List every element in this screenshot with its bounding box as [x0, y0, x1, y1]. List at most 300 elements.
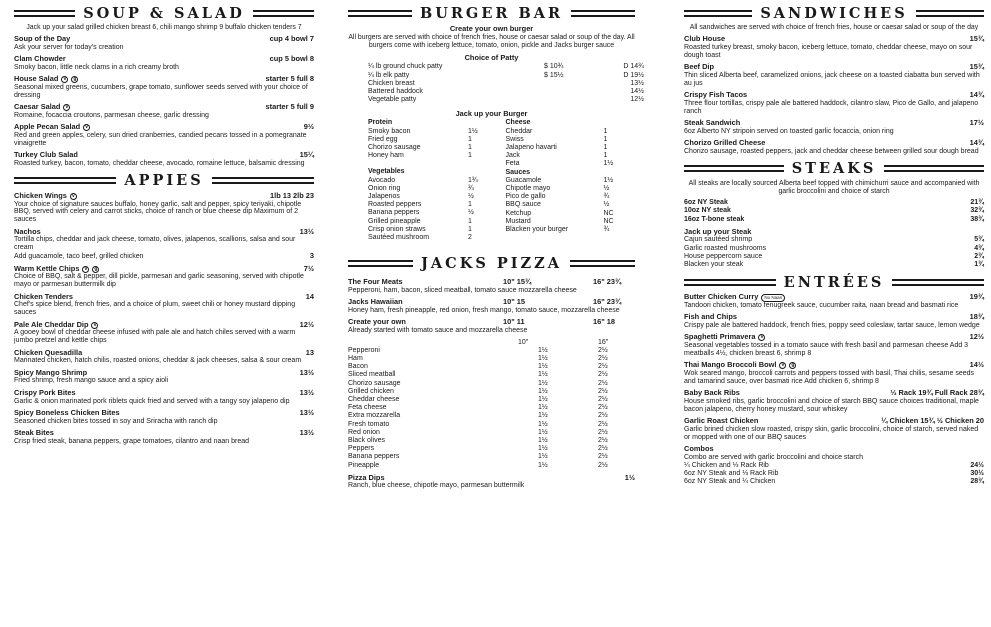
menu-item — [14, 55, 314, 72]
menu-item — [14, 429, 314, 446]
jack-steak-table — [684, 236, 984, 269]
section-header — [14, 4, 314, 22]
item-price: 15¾ — [969, 62, 984, 72]
menu-item — [14, 369, 314, 386]
item-desc: Choice of BBQ, salt & pepper, dill pickle, parmesan and garlic seasoning, served with chipotle mayo or parmesan buttermilk dip — [14, 273, 304, 289]
item-desc: Ask your server for today's creation — [14, 43, 124, 51]
protein-value: 1 — [468, 152, 472, 160]
topping-value: 2½ — [598, 387, 608, 395]
item-name: Warm Kettle Chips — [14, 263, 80, 273]
steak-addon-label: Garlic roasted mushrooms — [684, 244, 767, 252]
item-name: Apple Pecan Salad — [14, 122, 81, 132]
patty-value — [544, 80, 604, 88]
combo-label: ¼ Chicken and ⅓ Rack Rib — [684, 461, 769, 469]
topping-value: 1½ — [538, 387, 548, 395]
section-header — [348, 4, 635, 22]
section-header — [684, 273, 984, 291]
menu-item — [684, 333, 984, 357]
item-name: Club House — [684, 34, 726, 44]
item-desc: Thin sliced Alberta beef, caramelized onions, jack cheese on a toasted ciabatta bun served with au jus — [684, 71, 980, 87]
topping-value: 2½ — [598, 445, 608, 453]
topping-label: Black olives — [348, 436, 385, 444]
item-name-wrap — [684, 63, 714, 72]
patty-value: 13½ — [630, 79, 644, 87]
item-name-wrap — [14, 321, 98, 330]
menu-item — [684, 417, 984, 441]
steak-label: 16oz T-bone steak — [684, 215, 745, 223]
item-price: 9½ — [303, 122, 314, 132]
steak-addon-value: 4¾ — [974, 244, 984, 252]
item-price: 14 — [305, 291, 314, 301]
item-name: Crispy Fish Tacos — [684, 90, 748, 100]
item-price: 12½ — [299, 319, 314, 329]
cheese-label: Jack — [505, 152, 520, 160]
topping-label: Banana peppers — [348, 453, 400, 461]
menu-item — [14, 151, 314, 168]
sauce-value: ½ — [603, 185, 610, 193]
item-desc: Your choice of signature sauces buffalo, honey garlic, salt and pepper, spicy teriyaki, chipotle BBQ, served with celery and carrot sticks, choice of ranch or blue cheese dip Maximum of 2 sauces — [14, 200, 302, 224]
item-desc: Tandoori chicken, tomato fenugreek sauce, cucumber raita, naan bread and basmati rice — [684, 301, 959, 309]
item-name-wrap — [14, 293, 73, 302]
protein-value: 1 — [468, 144, 472, 152]
item-price: 18¾ — [969, 312, 984, 322]
item-row — [14, 321, 314, 330]
item-desc: Ranch, blue cheese, chipotle mayo, parmesan buttermilk — [348, 482, 525, 490]
topping-value: 1½ — [538, 453, 548, 461]
cheese-value: 1 — [603, 127, 608, 135]
vegetarian-icon: v — [779, 362, 786, 369]
steak-addon-label: House peppercorn sauce — [684, 252, 763, 260]
sauce-value: NC — [603, 217, 614, 225]
item-desc: Chef's spice blend, french fries, and a choice of plum, sweet chili or honey mustard dipping sauces — [14, 301, 296, 317]
topping-16-heading: 16" — [598, 338, 609, 346]
item-name: Garlic Roast Chicken — [684, 416, 759, 426]
item-row — [14, 389, 314, 398]
topping-10-heading: 10" — [518, 338, 529, 346]
topping-table — [348, 347, 635, 470]
section-header — [14, 172, 314, 190]
item-desc: Combo are served with garlic broccolini and choice starch — [684, 454, 863, 461]
item-row — [14, 151, 314, 160]
item-name: Spicy Mango Shrimp — [14, 367, 88, 377]
menu-item — [14, 192, 314, 224]
topping-label: Red onion — [348, 428, 380, 436]
menu-item — [684, 389, 984, 413]
burger-section — [348, 4, 644, 242]
vegetable-value: 2 — [468, 234, 472, 242]
menu-item — [348, 298, 635, 315]
protein-label: Chorizo sausage — [368, 144, 421, 152]
topping-value: 1½ — [538, 445, 548, 453]
patty-label: Chicken breast — [368, 79, 415, 87]
menu-item — [14, 349, 314, 366]
jack-steak-title: Jack up your Steak — [684, 226, 752, 236]
pizza-dips — [348, 474, 635, 491]
menu-item — [14, 103, 314, 120]
steak-addon-label: Blacken your steak — [684, 261, 744, 269]
topping-value: 1½ — [538, 420, 548, 428]
topping-label: Pineapple — [348, 461, 380, 469]
item-name: Chorizo Grilled Cheese — [684, 138, 766, 148]
steak-addon-value: 5¾ — [974, 236, 984, 244]
topping-value: 2½ — [598, 346, 608, 354]
item-row — [684, 91, 984, 100]
topping-label: Cheddar cheese — [348, 395, 400, 403]
topping-label: Peppers — [348, 445, 375, 453]
jackup-title: Jack up your Burger — [455, 109, 528, 119]
item-price: 13½ — [299, 226, 314, 236]
item-name: Nachos — [14, 226, 41, 236]
menu-item — [348, 318, 635, 335]
topping-value: 2½ — [598, 354, 608, 362]
item-name: Combos — [684, 444, 714, 454]
menu-item — [684, 293, 984, 310]
item-row — [684, 333, 984, 342]
section-intro: Jack up your salad grilled chicken breast 6, chili mango shrimp 9 buffalo chicken tenders 7 — [26, 24, 302, 31]
item-row — [14, 75, 314, 84]
vegetable-value: ½ — [468, 209, 474, 217]
patty-label: ¼ lb elk patty — [368, 71, 410, 79]
vegetarian-icon: v — [82, 266, 89, 273]
item-desc: 6oz Alberto NY stripoin served on toasted garlic focaccia, onion ring — [684, 127, 894, 135]
item-name: Create your own — [348, 317, 406, 327]
item-desc: Red and green apples, celery, sun dried cranberries, candied pecans tossed in a pomegranate vinaigrette — [14, 132, 307, 147]
item-price: 19¾ — [969, 292, 984, 302]
price-16: 16" 23¾ — [593, 277, 622, 287]
cheese-label: Cheddar — [505, 127, 533, 135]
vegetarian-icon: v — [70, 193, 77, 200]
sauce-value: 1½ — [603, 176, 614, 184]
patty-value: D 14¾ — [623, 63, 644, 71]
vegetable-label: Avocado — [368, 176, 396, 184]
item-row — [14, 265, 314, 274]
vegetable-label: Onion ring — [368, 184, 401, 192]
item-desc: Honey ham, fresh pineapple, red onion, fresh mango, tomato sauce, mozzarella cheese — [348, 306, 620, 314]
price-16: 16" 18 — [593, 317, 615, 327]
vegetable-value: 1 — [468, 201, 472, 209]
combo-label: 6oz NY Steak and ¼ Chicken — [684, 478, 776, 486]
pizza-section — [348, 254, 635, 490]
cheese-table — [505, 128, 635, 169]
section-header — [348, 254, 635, 272]
item-name: Steak Bites — [14, 428, 54, 438]
item-name-wrap — [348, 318, 406, 327]
item-row — [14, 103, 314, 112]
item-name: Pizza Dips — [348, 472, 385, 482]
patty-value — [544, 88, 604, 96]
price-10: 10" 15¾ — [503, 277, 532, 287]
menu-item — [684, 91, 984, 115]
menu-item — [348, 278, 635, 295]
item-prices — [503, 278, 635, 287]
item-row — [684, 139, 984, 148]
vegetarian-icon: v — [61, 76, 68, 83]
item-row — [684, 293, 984, 302]
item-name-wrap — [684, 361, 796, 370]
cheese-value: 1 — [603, 152, 608, 160]
patty-value: 12½ — [630, 96, 644, 104]
item-name-wrap — [684, 293, 785, 302]
section-title: JACKS PIZZA — [421, 254, 562, 272]
topping-label: Chorizo sausage — [348, 379, 401, 387]
item-name: Chicken Tenders — [14, 291, 74, 301]
item-name-wrap — [14, 228, 41, 237]
combo-table — [684, 462, 984, 487]
combos — [684, 445, 984, 486]
item-name-wrap — [684, 139, 765, 148]
price-10: 10" 11 — [503, 317, 525, 327]
item-price: 13 — [305, 347, 314, 357]
cheese-heading: Cheese — [505, 119, 531, 127]
item-desc: Already started with tomato sauce and mozzarella cheese — [348, 327, 528, 335]
item-name-wrap — [14, 75, 78, 84]
vegetable-label: Sautéed mushroom — [368, 234, 430, 242]
item-price: starter 5 full 9 — [265, 102, 314, 112]
item-row — [14, 35, 314, 44]
appies-items — [14, 192, 314, 446]
menu-item — [684, 313, 984, 330]
item-row — [14, 349, 314, 358]
sauce-value: NC — [603, 209, 614, 217]
topping-value: 1½ — [538, 354, 548, 362]
vegetable-label: Roasted peppers — [368, 201, 422, 209]
item-name-wrap — [14, 409, 120, 418]
section-title: SOUP & SALAD — [83, 4, 245, 22]
sandwiches-section — [684, 4, 984, 156]
sauce-value: ¾ — [603, 226, 610, 234]
section-header — [684, 4, 984, 22]
topping-value: 1½ — [538, 461, 548, 469]
topping-label: Grilled chicken — [348, 387, 394, 395]
menu-item — [684, 35, 984, 59]
vegetables-heading: Vegetables — [368, 168, 405, 176]
cheese-label: Feta — [505, 160, 520, 168]
item-row — [14, 409, 314, 418]
item-name: Beef Dip — [684, 62, 714, 72]
item-row — [348, 318, 635, 327]
item-price: 14¾ — [969, 138, 984, 148]
vegetable-label: Crisp onion straws — [368, 225, 426, 233]
topping-value: 2½ — [598, 436, 608, 444]
entrees-section — [684, 273, 984, 486]
topping-label: Fresh tomato — [348, 420, 390, 428]
item-name: The Four Meats — [348, 277, 403, 287]
price-10: 10" 15 — [503, 297, 525, 307]
steak-items — [684, 199, 984, 224]
protein-label: Fried egg — [368, 135, 398, 143]
appies-section — [14, 172, 314, 446]
vegetable-value: ½ — [468, 193, 474, 201]
item-price: ¼ Chicken 15¾ ½ Chicken 20 — [881, 416, 984, 426]
item-extra: Add guacamole, taco beef, grilled chicken — [14, 253, 144, 261]
item-price: 17½ — [969, 118, 984, 128]
topping-label: Pepperoni — [348, 346, 380, 354]
menu-item — [684, 139, 984, 156]
menu-item — [684, 361, 984, 385]
item-price: 7½ — [303, 263, 314, 273]
vegetarian-icon: v — [83, 124, 90, 131]
item-desc: Crisp fried steak, banana peppers, grape tomatoes, cilantro and naan bread — [14, 437, 250, 445]
item-desc: Smoky bacon, little neck clams in a rich creamy broth — [14, 63, 179, 71]
menu-item — [684, 119, 984, 136]
vegetarian-icon: v — [63, 104, 70, 111]
item-name-wrap — [684, 119, 740, 128]
item-desc: Seasonal mixed greens, cucumbers, grape tomato, sunflower seeds served with your choice of dressing — [14, 83, 308, 99]
item-row — [684, 389, 984, 398]
gluten-free-icon: g — [73, 76, 77, 83]
item-price: 15¼ — [299, 150, 314, 160]
sauce-label: BBQ sauce — [505, 201, 541, 209]
item-desc: Garlic & onion marinated pork riblets quick fried and served with a tangy soy jalapeno dip — [14, 397, 290, 405]
item-name: Fish and Chips — [684, 312, 737, 322]
topping-value: 2½ — [598, 428, 608, 436]
item-name-wrap — [684, 417, 758, 426]
item-name-wrap — [14, 103, 70, 112]
item-price: 1lb 13 2lb 23 — [270, 190, 314, 200]
patty-value: $ 10¾ — [544, 63, 564, 71]
section-title: BURGER BAR — [419, 4, 564, 22]
item-desc: Marinated chicken, hatch chilis, roasted onions, cheddar & jack cheeses, salsa & sour cream — [14, 357, 302, 365]
item-row — [14, 293, 314, 302]
item-desc: Garlic brined chicken slow roasted, crispy skin, garlic broccolini, choice of starch, served naked or mopped with one of our BBQ sauces — [684, 426, 979, 441]
item-price: cup 4 bowl 7 — [269, 34, 314, 44]
cheese-value: 1 — [603, 144, 608, 152]
menu-item — [14, 293, 314, 317]
item-name-wrap — [684, 333, 765, 342]
topping-value: 2½ — [598, 363, 608, 371]
item-desc: Tortilla chips, cheddar and jack cheese, tomato, olives, jalapenos, scallions, salsa and sour cream — [14, 236, 296, 252]
sauce-label: Blacken your burger — [505, 226, 569, 234]
price-16: 16" 23¾ — [593, 297, 622, 307]
item-desc: Romaine, focaccia croutons, parmesan cheese, garlic dressing — [14, 111, 209, 119]
item-name-wrap — [14, 389, 76, 398]
protein-value: 1½ — [468, 127, 478, 135]
patty-table — [368, 63, 644, 104]
topping-value: 2½ — [598, 453, 608, 461]
column-left — [14, 0, 314, 627]
vegetable-value: 1 — [468, 217, 472, 225]
item-row — [14, 369, 314, 378]
item-name: Turkey Club Salad — [14, 150, 78, 160]
item-extra-price: 3 — [309, 251, 314, 261]
item-desc: Seasonal vegetables tossed in a tomato sauce with fresh basil and parmesan cheese Add 3 meatballs 4½, chicken breast 6, shrimp 8 — [684, 342, 969, 357]
burger-intro-title: Create your own burger — [449, 24, 534, 33]
sandwich-items — [684, 35, 984, 156]
item-name-wrap — [14, 55, 66, 64]
topping-value: 1½ — [538, 346, 548, 354]
cheese-value: 1 — [603, 135, 608, 143]
combo-label: 6oz NY Steak and ⅓ Rack Rib — [684, 470, 779, 478]
item-row — [348, 278, 635, 287]
sauce-value: ¾ — [603, 193, 610, 201]
steak-label: 6oz NY Steak — [684, 199, 728, 207]
topping-value: 2½ — [598, 404, 608, 412]
patty-value — [544, 96, 604, 104]
item-row — [14, 123, 314, 132]
item-name: Spaghetti Primavera — [684, 332, 756, 342]
item-desc: House smoked ribs, garlic broccolini and choice of starch BBQ sauce choices traditional, maple bacon jalapeno, cherry honey mustard, sour whiskey — [684, 398, 979, 413]
protein-label: Smoky bacon — [368, 127, 411, 135]
item-name: Jacks Hawaiian — [348, 297, 403, 307]
vegetarian-icon: v — [758, 334, 765, 341]
item-name: Spicy Boneless Chicken Bites — [14, 408, 120, 418]
item-price: ⅓ Rack 19¾ Full Rack 28¾ — [890, 388, 984, 398]
item-price: starter 5 full 8 — [265, 74, 314, 84]
item-name-wrap — [684, 389, 740, 398]
item-name: Thai Mango Broccoli Bowl — [684, 360, 777, 370]
item-price: 1½ — [624, 472, 635, 482]
vegetable-label: Banana peppers — [368, 209, 420, 217]
item-desc: Wok seared mango, broccoli carrots and peppers tossed with basil, Thai chilis, sesame seeds and tamarind sauce, over basmati rice Add chicken 6, shrimp 8 — [684, 370, 974, 385]
soup-salad-section — [14, 4, 314, 168]
item-name: Chicken Quesadilla — [14, 347, 83, 357]
item-price: 13½ — [299, 428, 314, 438]
item-row — [14, 429, 314, 438]
section-intro: All steaks are locally sourced Alberta beef topped with chimichurri sauce and accompanied with garlic broccolini and choice of starch — [688, 179, 980, 195]
vegetables-table — [368, 177, 505, 243]
item-name-wrap — [14, 265, 99, 274]
item-desc: Fried shrimp, fresh mango sauce and a spicy aioli — [14, 377, 169, 385]
menu-item — [14, 409, 314, 426]
cheese-label: Swiss — [505, 135, 524, 143]
item-desc: Seasoned chicken bites tossed in soy and Sriracha with ranch dip — [14, 417, 218, 425]
patty-label: ¼ lb ground chuck patty — [368, 63, 443, 71]
combo-value: 24½ — [970, 461, 984, 469]
topping-value: 2½ — [598, 412, 608, 420]
topping-value: 1½ — [538, 428, 548, 436]
item-desc: Crispy pale ale battered haddock, french fries, poppy seed coleslaw, tartar sauce, lemon wedge — [684, 321, 980, 329]
sauce-label: Chipotle mayo — [505, 185, 551, 193]
patty-value: 14½ — [630, 88, 644, 96]
menu-item — [14, 35, 314, 52]
item-name-wrap — [14, 35, 70, 44]
topping-value: 2½ — [598, 371, 608, 379]
item-name: House Salad — [14, 74, 59, 84]
topping-value: 1½ — [538, 395, 548, 403]
item-row — [684, 313, 984, 322]
item-price: 15¾ — [969, 34, 984, 44]
item-desc: Chorizo sausage, roasted peppers, jack and cheddar cheese between grilled sour dough bread — [684, 147, 979, 155]
item-name-wrap — [14, 429, 54, 438]
protein-table — [368, 128, 505, 161]
item-row — [684, 119, 984, 128]
topping-label: Feta cheese — [348, 404, 387, 412]
steak-label: 10oz NY steak — [684, 207, 731, 215]
item-name: Caesar Salad — [14, 102, 61, 112]
topping-label: Bacon — [348, 363, 368, 371]
sauce-label: Mustard — [505, 217, 531, 225]
sauce-label: Guacamole — [505, 176, 542, 184]
item-row — [684, 417, 984, 426]
item-desc: Three flour tortillas, crispy pale ale battered haddock, cilantro slaw, Pico de Gallo, and jalapeno ranch — [684, 99, 979, 115]
item-price: 13½ — [299, 408, 314, 418]
item-name-wrap — [684, 91, 747, 100]
item-row — [684, 63, 984, 72]
patty-title: Choice of Patty — [464, 53, 519, 63]
patty-label: Battered haddock — [368, 88, 423, 96]
steak-value: 32¾ — [970, 207, 984, 215]
item-name-wrap — [684, 313, 737, 322]
topping-value: 2½ — [598, 395, 608, 403]
vegetable-value: 1¾ — [468, 176, 478, 184]
patty-value: D 19½ — [623, 71, 644, 79]
steak-addon-value: 2¾ — [974, 252, 984, 260]
sauces-heading: Sauces — [505, 168, 531, 176]
menu-item — [684, 63, 984, 87]
item-name: Crispy Pork Bites — [14, 387, 76, 397]
item-prices — [503, 298, 635, 307]
burger-intro: All burgers are served with choice of french fries, house or caesar salad or soup of the day. All burgers come with iceberg lettuce, tomato, onion, pickle and Jacks burger sauce — [348, 34, 635, 50]
